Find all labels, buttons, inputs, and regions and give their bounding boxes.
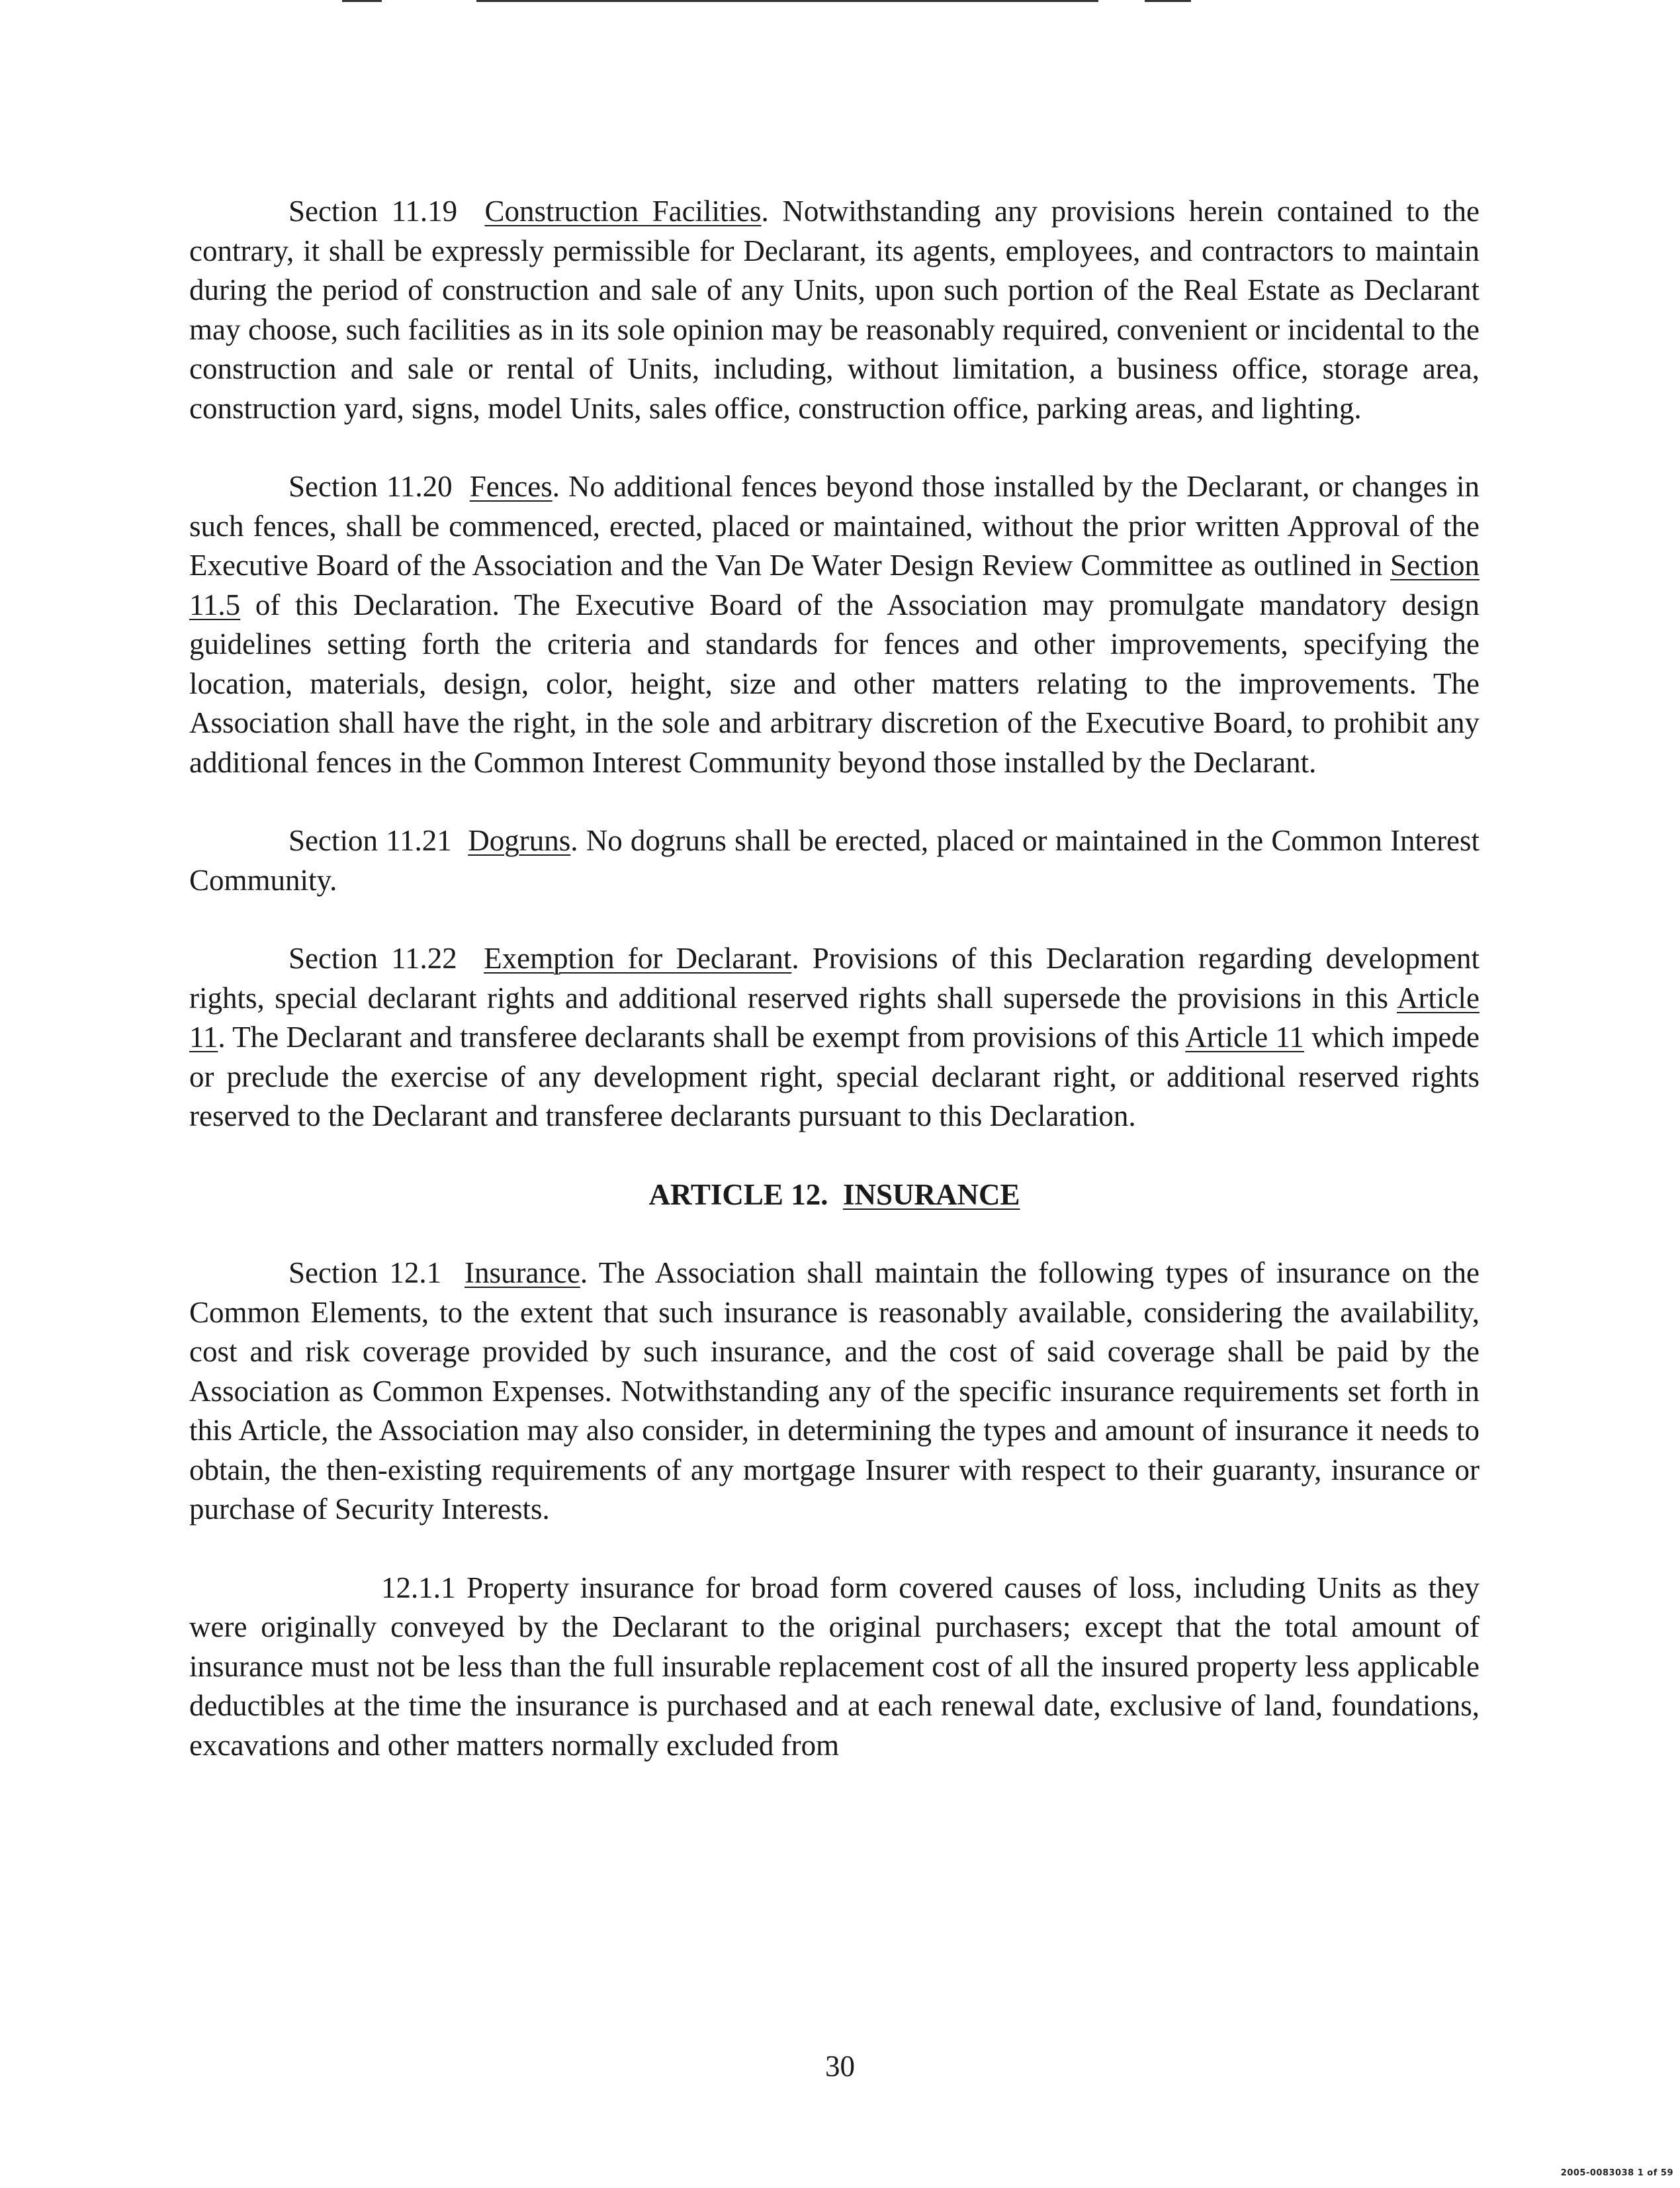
subsection-label: 12.1.1 [381, 1571, 456, 1604]
scan-rule-main [476, 0, 1098, 2]
section-11-22 [189, 939, 1480, 1136]
section-text: . Notwithstanding any provisions herein contained to the contrary, it shall be expressly permissible for Declarant, its agents, employees, and contractors to maintain during the period of construction and sale of any Units, upon such portion of the Real Estate as Declarant may choose, such facilities as in its sole opinion may be reasonably required, convenient or incidental to the construction and sale or rental of Units, including, without limitation, a business office, storage area, construction yard, signs, model Units, sales office, construction office, parking areas, and lighting. [189, 195, 1480, 425]
section-title: Construction Facilities [484, 195, 762, 228]
section-text: . The Declarant and transferee declarants shall be exempt from provisions of this [218, 1021, 1186, 1054]
section-reference: Article 11 [189, 981, 1480, 1054]
section-11-19 [189, 192, 1480, 428]
section-label: Section 11.20 [288, 470, 453, 503]
article-heading [189, 1175, 1480, 1215]
section-text: . Provisions of this Declaration regarding development rights, special declarant rights and additional reserved rights shall supersede the provisions in this [189, 942, 1480, 1015]
section-title: Fences [469, 470, 553, 503]
article-title: INSURANCE [842, 1177, 1020, 1211]
scan-rule-right [1145, 0, 1191, 2]
section-text: . The Association shall maintain the following types of insurance on the Common Elements, to the extent that such insurance is reasonably available, considering the availability, cost and risk coverage provided by such insurance, and the cost of said coverage shall be paid by the Association as Common Expenses. Notwithstanding any of the specific insurance requirements set forth in this Article, the Association may also consider, in determining the types and amount of insurance it needs to obtain, the then-existing requirements of any mortgage Insurer with respect to their guaranty, insurance or purchase of Security Interests. [189, 1256, 1480, 1526]
section-11-21 [189, 821, 1480, 900]
section-text: which impede or preclude the exercise of any development right, special declarant right, or additional reserved rights reserved to the Declarant and transferee declarants pursuant to this Declaration. [189, 1021, 1480, 1132]
section-11-20 [189, 467, 1480, 782]
section-12-1 [189, 1254, 1480, 1529]
section-text: . No dogruns shall be erected, placed or maintained in the Common Interest Community. [189, 824, 1480, 897]
section-text: . No additional fences beyond those installed by the Declarant, or changes in such fences, shall be commenced, erected, placed or maintained, without the prior written Approval of the Executive Board of the Association and the Van De Water Design Review Committee as outlined in [189, 470, 1480, 582]
scan-rule-left [342, 0, 382, 2]
section-title: Dogruns [468, 824, 571, 857]
document-stamp: 2005-0083038 1 of 59 [1560, 2168, 1673, 2178]
section-text: of this Declaration. The Executive Board of the Association may promulgate mandatory design guidelines setting forth the criteria and standards for fences and other improvements, specifying the location, materials, design, color, height, size and other matters relating to the improvements. The Association shall have the right, in the sole and arbitrary discretion of the Executive Board, to prohibit any additional fences in the Common Interest Community beyond those installed by the Declarant. [189, 588, 1480, 779]
document-body [189, 192, 1480, 1765]
subsection-text: Property insurance for broad form covered causes of loss, including Units as they were originally conveyed by the Declarant to the original purchasers; except that the total amount of insurance must not be less than the full insurable replacement cost of all the insured property less applicable deductibles at the time the insurance is purchased and at each renewal date, exclusive of land, foundations, excavations and other matters normally excluded from [189, 1571, 1480, 1762]
section-title: Insurance [464, 1256, 580, 1289]
section-label: Section 11.22 [288, 942, 457, 975]
section-label: Section 11.19 [288, 195, 458, 228]
article-prefix: ARTICLE 12. [648, 1177, 828, 1211]
subsection-12-1-1 [189, 1569, 1480, 1766]
section-title: Exemption for Declarant [484, 942, 792, 975]
section-label: Section 11.21 [288, 824, 452, 857]
section-reference: Article 11 [1185, 1021, 1304, 1054]
section-label: Section 12.1 [288, 1256, 442, 1289]
page-number: 30 [825, 2050, 855, 2083]
section-reference: Section 11.5 [189, 549, 1480, 621]
